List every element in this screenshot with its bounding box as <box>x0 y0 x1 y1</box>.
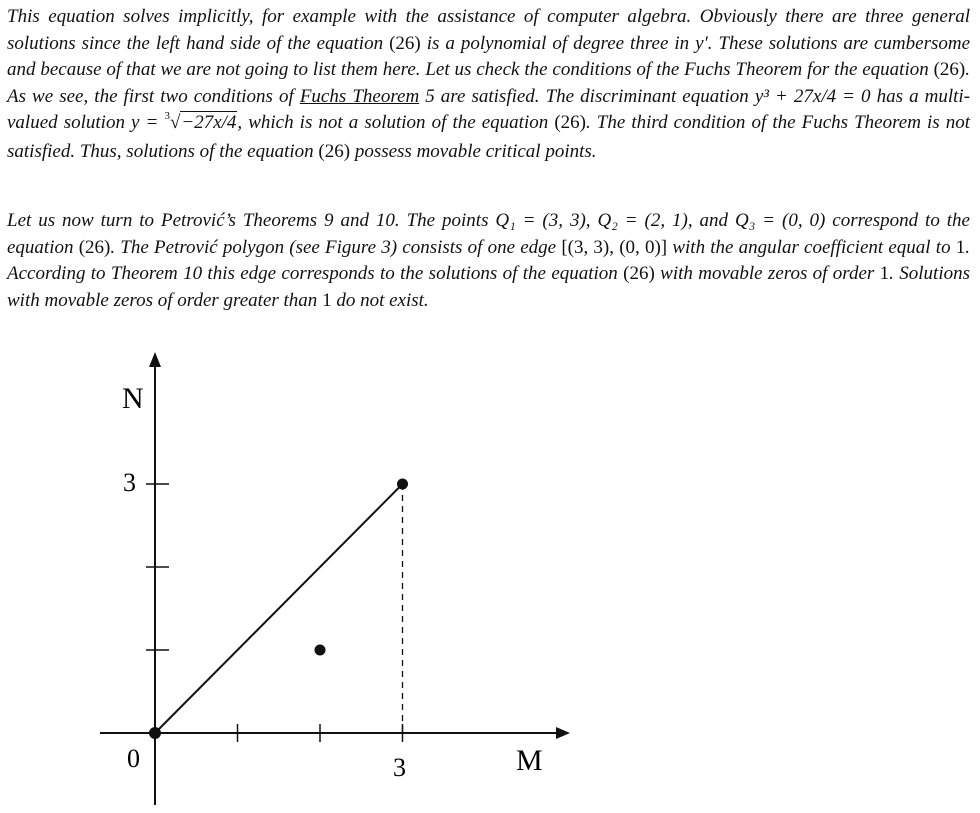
equation-ref: (26) <box>554 112 586 133</box>
text: has a multi-valued solution <box>7 85 971 133</box>
text: , which is not a solution of the equation <box>237 112 549 133</box>
text: This equation solves implicitly, for example with the assistance of computer algebra. Obviously there are three general solutions since the left hand side of the equation <box>7 6 970 54</box>
math-discriminant: y³ + 27x/4 = 0 <box>754 85 871 107</box>
cube-root: $^3$√−27x/4 <box>164 110 237 133</box>
paragraph-1 <box>7 4 970 165</box>
text: 5 are satisfied. The discriminant equation <box>425 85 749 107</box>
math-yprime: y′ <box>695 32 708 54</box>
x-tick-label: 3 <box>393 753 406 782</box>
text: . As we see, the first two conditions of <box>7 59 970 107</box>
math-one: 1 <box>322 289 332 311</box>
math-q1: Q₁ = (3, 3) <box>495 210 586 231</box>
math-edge: [(3, 3), (0, 0)] <box>561 236 668 258</box>
text: with movable zeros of order <box>660 263 875 284</box>
text: possess movable critical points. <box>354 140 597 162</box>
math-q3: Q₃ = (0, 0) <box>734 210 826 231</box>
text: is a polynomial of degree three in <box>426 32 690 54</box>
y-axis-label: N <box>122 382 144 415</box>
text: . These solutions are cumbersome and because of that we are not going to list them here. Let us check the conditions of the Fuchs Theorem for the equation <box>7 32 971 80</box>
y-axis-arrow <box>149 352 161 367</box>
equation-ref: (26) <box>318 140 351 162</box>
polygon-edge <box>155 484 403 733</box>
text: . The Petrović polygon (see Figure 3) consists of one edge <box>110 236 557 258</box>
origin-label: 0 <box>127 744 140 773</box>
equation-ref: (26) <box>78 236 111 258</box>
math-q2: Q₂ = (2, 1) <box>597 210 688 231</box>
root-index: 3 <box>164 110 170 122</box>
text: and <box>699 210 729 231</box>
point-q3 <box>149 727 161 739</box>
y-ticks <box>146 484 169 650</box>
paragraph-2: Let us now turn to Petrović’s Theorems 9 and 10. The points Q₁ = (3, 3), Q₂ = (2, 1), and Q₃ = (0, 0) correspond to the equation (26). The Petrović polygon (see Figure 3) consists of one edge [(3, 3), (0, 0)] with the angular coefficient equal to 1. According to Theorem 10 this edge corresponds to the solutions of the equation (26) with movable zeros of order 1. Solutions with movable zeros of order greater than 1 do not exist. <box>7 210 971 311</box>
point-q1 <box>397 479 408 490</box>
math-one: 1 <box>879 263 890 284</box>
fuchs-theorem-link[interactable]: Fuchs Theorem <box>299 85 420 107</box>
equation-ref: (26) <box>623 263 655 284</box>
point-q2 <box>315 645 326 656</box>
text: . The third condition of the Fuchs Theorem is not satisfied. Thus, solutions of the equation <box>7 112 971 162</box>
text: do not exist. <box>336 289 429 311</box>
text: with the angular coefficient equal to <box>672 236 951 258</box>
x-axis-arrow <box>556 727 570 739</box>
text: . Solutions with movable zeros of order greater than <box>7 263 970 311</box>
x-axis-label: M <box>516 744 543 777</box>
equation-ref: (26) <box>389 32 421 54</box>
math-one: 1 <box>955 236 966 258</box>
equation-ref: (26) <box>933 59 966 80</box>
y-tick-label: 3 <box>123 468 136 497</box>
text: . According to Theorem 10 this edge corresponds to the solutions of the equation <box>7 236 971 284</box>
math-solution-lhs: y = <box>131 112 159 133</box>
text: Let us now turn to Petrović’s Theorems 9 and 10. The points <box>7 210 489 231</box>
petrovic-polygon-figure <box>90 340 590 810</box>
root-radicand: −27x/4 <box>181 112 237 133</box>
text: correspond to the equation <box>7 210 970 258</box>
